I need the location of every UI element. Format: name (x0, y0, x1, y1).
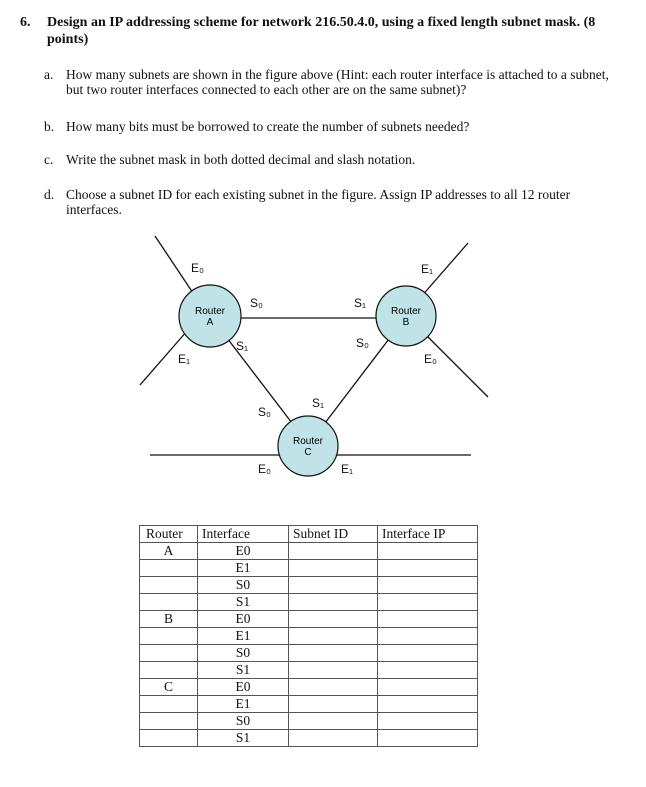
cell-interface-ip[interactable] (378, 713, 478, 730)
table-row (140, 628, 478, 645)
item-letter: d. (44, 187, 55, 202)
item-text: How many bits must be borrowed to create the number of subnets needed? (66, 119, 470, 134)
header-interface-ip: Interface IP (378, 526, 478, 543)
cell-interface: E1 (198, 628, 289, 645)
table-row (140, 577, 478, 594)
cell-interface: S1 (198, 730, 289, 747)
cell-interface: E1 (198, 560, 289, 577)
item-b (44, 119, 624, 134)
router-c-letter: C (304, 447, 312, 458)
label-a-s1: S₁ (236, 339, 249, 353)
cell-router (140, 577, 198, 594)
router-b (376, 286, 436, 346)
cell-interface-ip[interactable] (378, 679, 478, 696)
label-c-s0: S₀ (258, 405, 271, 419)
cell-router (140, 713, 198, 730)
link-a-e0 (155, 236, 195, 296)
header-subnet-id: Subnet ID (289, 526, 378, 543)
cell-interface-ip[interactable] (378, 628, 478, 645)
table-row (140, 679, 478, 696)
label-a-e0: E₀ (191, 261, 204, 275)
cell-subnet-id[interactable] (289, 560, 378, 577)
cell-interface-ip[interactable] (378, 543, 478, 560)
question-title (20, 14, 620, 48)
cell-interface-ip[interactable] (378, 611, 478, 628)
label-a-e1: E₁ (178, 352, 191, 366)
cell-subnet-id[interactable] (289, 713, 378, 730)
cell-interface: S0 (198, 645, 289, 662)
cell-interface: S0 (198, 577, 289, 594)
label-b-e1: E₁ (421, 262, 434, 276)
cell-interface-ip[interactable] (378, 560, 478, 577)
cell-router (140, 560, 198, 577)
item-text: Choose a subnet ID for each existing subnet in the figure. Assign IP addresses to all 12 router interfaces. (66, 187, 571, 217)
cell-interface: E1 (198, 696, 289, 713)
cell-router (140, 662, 198, 679)
cell-interface-ip[interactable] (378, 662, 478, 679)
table-row (140, 560, 478, 577)
label-c-s1: S₁ (312, 396, 325, 410)
router-a (179, 285, 241, 347)
cell-interface: E0 (198, 679, 289, 696)
network-diagram (0, 228, 646, 508)
cell-interface: S0 (198, 713, 289, 730)
item-c (44, 152, 624, 167)
router-a-label: Router (194, 306, 226, 317)
cell-interface: E0 (198, 611, 289, 628)
table-row (140, 594, 478, 611)
cell-subnet-id[interactable] (289, 543, 378, 560)
cell-router: B (140, 611, 198, 628)
table-header-row (140, 526, 478, 543)
cell-interface-ip[interactable] (378, 577, 478, 594)
cell-router: C (140, 679, 198, 696)
cell-router (140, 696, 198, 713)
item-text: Write the subnet mask in both dotted decimal and slash notation. (66, 152, 416, 167)
router-b-letter: B (402, 317, 410, 328)
table-row (140, 696, 478, 713)
cell-interface-ip[interactable] (378, 730, 478, 747)
cell-router: A (140, 543, 198, 560)
question-text: Design an IP addressing scheme for network 216.50.4.0, using a fixed length subnet mask. (8 points) (47, 15, 596, 47)
table-row (140, 611, 478, 628)
item-text: How many subnets are shown in the figure above (Hint: each router interface is attached to a subnet, but two router interfaces connected to each other are on the same subnet)? (66, 67, 609, 97)
cell-interface-ip[interactable] (378, 594, 478, 611)
item-a (44, 67, 624, 97)
interface-table (139, 525, 478, 747)
cell-router (140, 645, 198, 662)
item-letter: a. (44, 67, 54, 82)
cell-interface: E0 (198, 543, 289, 560)
cell-router (140, 628, 198, 645)
router-b-label: Router (390, 306, 422, 317)
cell-interface: S1 (198, 662, 289, 679)
header-interface: Interface (198, 526, 289, 543)
item-d (44, 187, 624, 217)
cell-subnet-id[interactable] (289, 679, 378, 696)
cell-subnet-id[interactable] (289, 645, 378, 662)
header-router: Router (140, 526, 198, 543)
table-row (140, 645, 478, 662)
table-row (140, 730, 478, 747)
label-b-e0: E₀ (424, 352, 437, 366)
cell-subnet-id[interactable] (289, 577, 378, 594)
question-number: 6. (20, 15, 31, 30)
table-row (140, 713, 478, 730)
router-c-label: Router (292, 436, 324, 447)
cell-subnet-id[interactable] (289, 696, 378, 713)
cell-subnet-id[interactable] (289, 662, 378, 679)
cell-subnet-id[interactable] (289, 611, 378, 628)
router-c (278, 416, 338, 476)
cell-router (140, 730, 198, 747)
cell-interface-ip[interactable] (378, 645, 478, 662)
table-row (140, 662, 478, 679)
router-a-letter: A (206, 317, 214, 328)
label-a-s0: S₀ (250, 296, 263, 310)
label-c-e0: E₀ (258, 462, 271, 476)
item-letter: b. (44, 119, 55, 134)
table-row (140, 543, 478, 560)
cell-subnet-id[interactable] (289, 628, 378, 645)
label-c-e1: E₁ (341, 462, 354, 476)
cell-subnet-id[interactable] (289, 730, 378, 747)
cell-subnet-id[interactable] (289, 594, 378, 611)
cell-router (140, 594, 198, 611)
cell-interface: S1 (198, 594, 289, 611)
item-letter: c. (44, 152, 54, 167)
label-b-s1: S₁ (354, 296, 367, 310)
label-b-s0: S₀ (356, 336, 369, 350)
cell-interface-ip[interactable] (378, 696, 478, 713)
